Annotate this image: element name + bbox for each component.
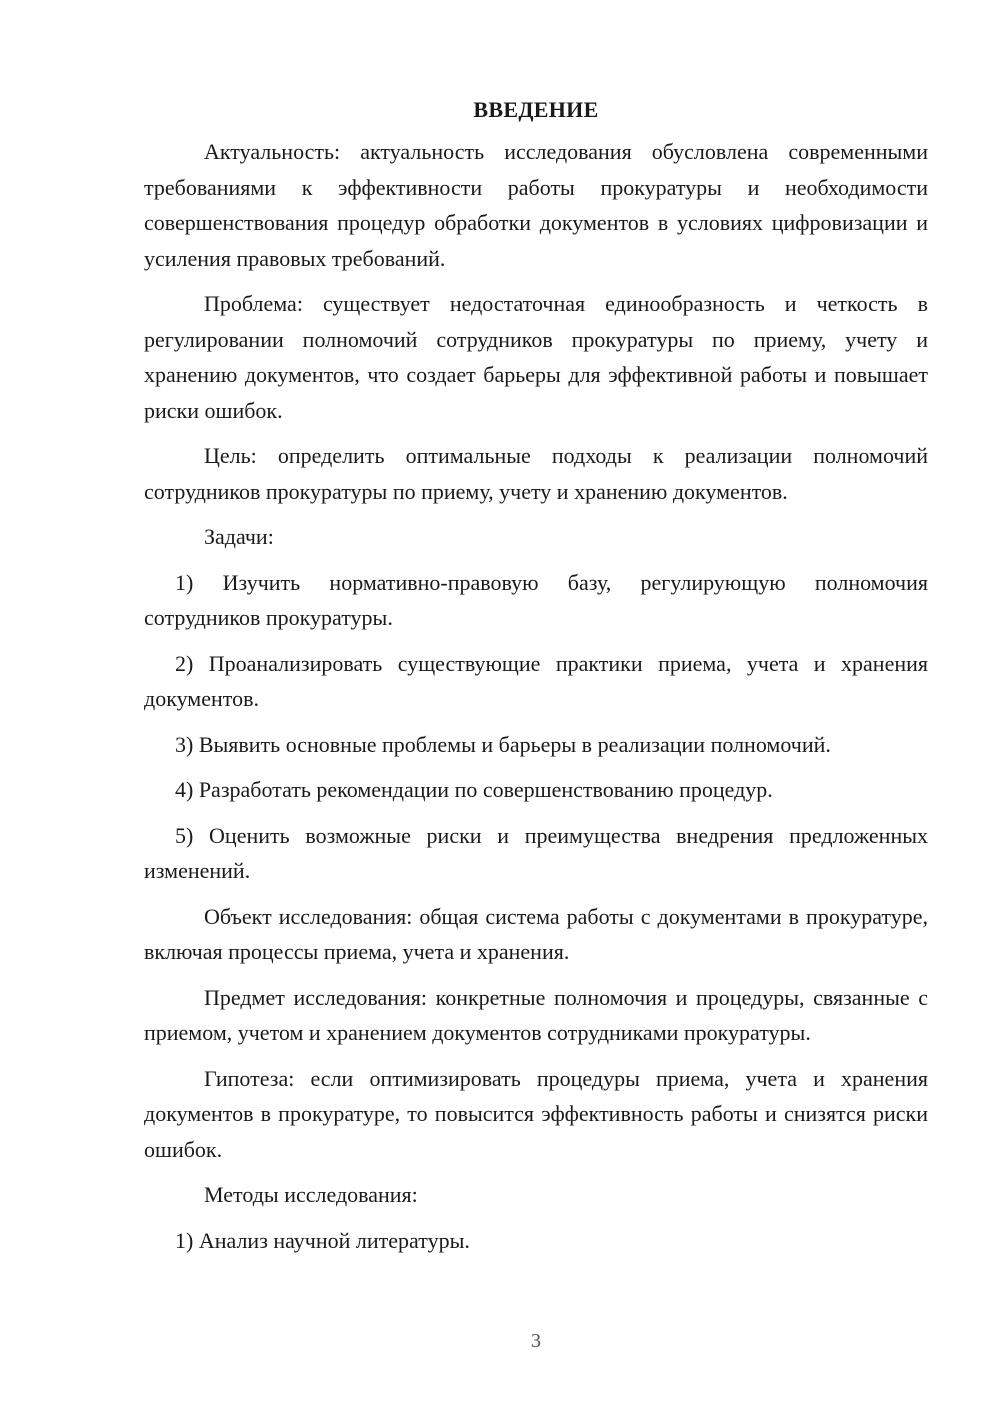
page-number: 3 [531, 1330, 541, 1352]
paragraph-problem: Проблема: существует недостаточная единообразность и четкость в регулировании полномочий сотрудников прокуратуры по приему, учету и хранению документов, что создает барьеры для эффективной работы и повышает риски ошибок. [144, 291, 928, 423]
paragraph-tasks-heading: Задачи: [204, 524, 274, 549]
document-page [144, 92, 928, 1268]
task-item-3: 3) Выявить основные проблемы и барьеры в реализации полномочий. [175, 731, 831, 757]
paragraph-methods-heading: Методы исследования: [204, 1182, 418, 1207]
task-item-1: 1) Изучить нормативно-правовую базу, регулирующую полномочия сотрудников прокуратуры. [144, 569, 928, 630]
paragraph-hypothesis: Гипотеза: если оптимизировать процедуры приема, учета и хранения документов в прокуратуре, то повысится эффективность работы и снизятся риски ошибок. [144, 1065, 928, 1162]
page-title: ВВЕДЕНИЕ [473, 97, 599, 122]
paragraph-goal: Цель: определить оптимальные подходы к реализации полномочий сотрудников прокуратуры по приему, учету и хранению документов. [144, 443, 928, 504]
paragraph-relevance: Актуальность: актуальность исследования обусловлена современными требованиями к эффективности работы прокуратуры и необходимости совершенствования процедур обработки документов в условиях цифровизации и усиления правовых требований. [144, 139, 928, 271]
task-item-4: 4) Разработать рекомендации по совершенствованию процедур. [175, 777, 773, 802]
method-item-1: 1) Анализ научной литературы. [175, 1227, 470, 1253]
task-item-2: 2) Проанализировать существующие практики приема, учета и хранения документов. [144, 650, 928, 711]
paragraph-subject: Предмет исследования: конкретные полномочия и процедуры, связанные с приемом, учетом и хранением документов сотрудниками прокуратуры. [144, 984, 928, 1045]
task-item-5: 5) Оценить возможные риски и преимущества внедрения предложенных изменений. [144, 822, 928, 883]
paragraph-object: Объект исследования: общая система работы с документами в прокуратуре, включая процессы приема, учета и хранения. [144, 903, 928, 964]
